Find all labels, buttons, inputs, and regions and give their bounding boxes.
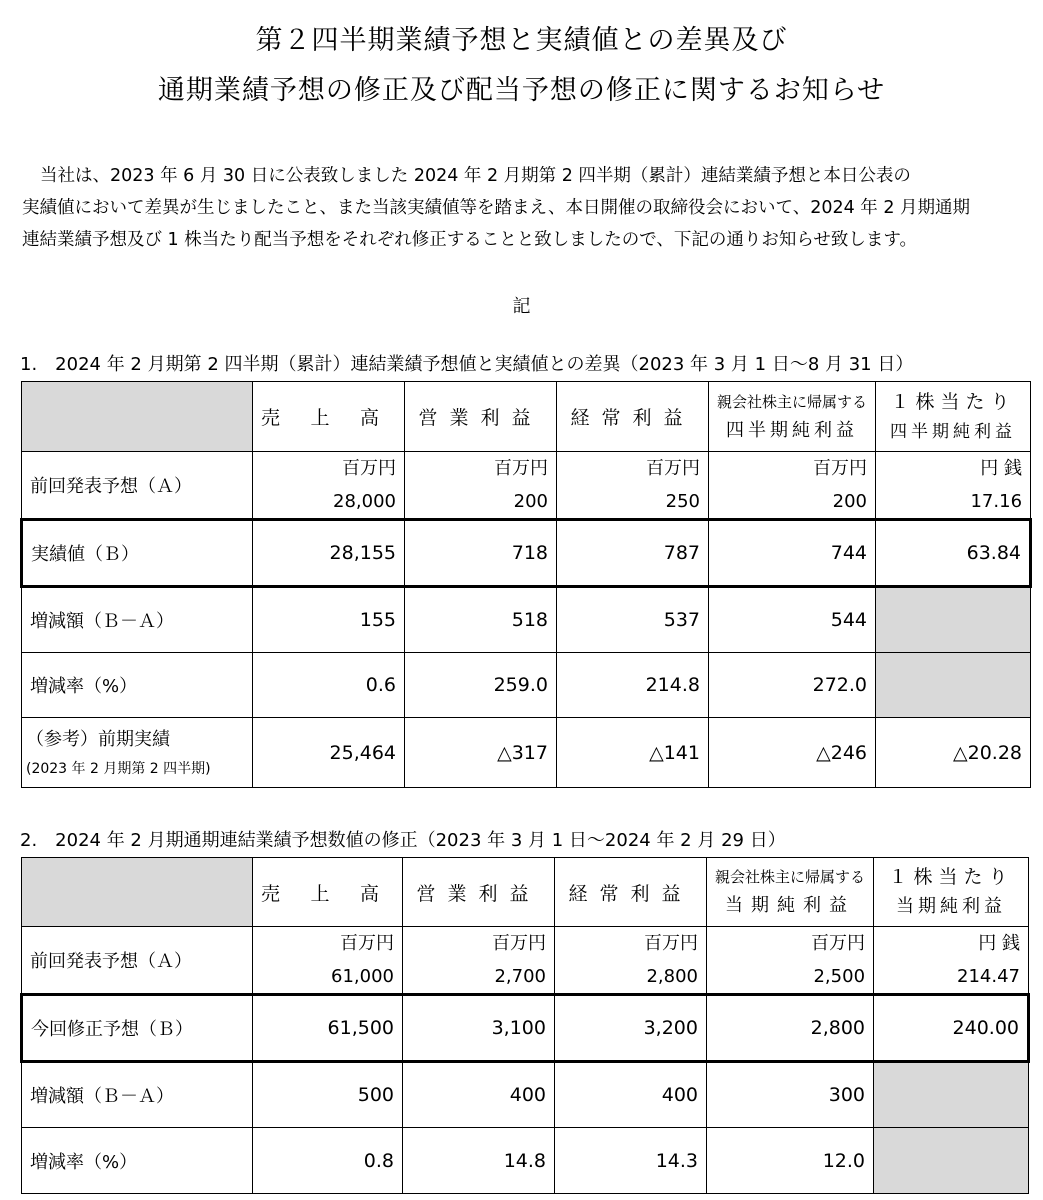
row-label: 増減額（Ｂ－Ａ） bbox=[22, 587, 253, 653]
header-row bbox=[22, 858, 1029, 927]
row-prior-year-reference bbox=[22, 718, 1031, 788]
cell-sales: 500 bbox=[253, 1062, 403, 1128]
cell-ordinary: 214.8 bbox=[557, 653, 709, 718]
cell-ordinary: △141 bbox=[557, 718, 709, 788]
cell-net: 272.0 bbox=[709, 653, 876, 718]
row-previous-forecast bbox=[22, 927, 1029, 995]
cell-eps-empty bbox=[876, 587, 1031, 653]
header-eps: １株当たり 当期純利益 bbox=[874, 858, 1029, 927]
cell-operating: 518 bbox=[405, 587, 557, 653]
cell-ordinary: 3,200 bbox=[555, 995, 707, 1062]
cell-eps: 240.00 bbox=[874, 995, 1029, 1062]
cell-net: 544 bbox=[709, 587, 876, 653]
cell-eps-empty bbox=[874, 1128, 1029, 1194]
header-net-profit: 親会社株主に帰属する 四半期純利益 bbox=[709, 382, 876, 452]
cell-operating: 259.0 bbox=[405, 653, 557, 718]
header-sales: 売 上 高 bbox=[253, 382, 405, 452]
row-rate bbox=[22, 653, 1031, 718]
page-title-line-2: 通期業績予想の修正及び配当予想の修正に関するお知らせ bbox=[157, 75, 886, 106]
cell-ordinary: 787 bbox=[557, 520, 709, 587]
row-previous-forecast bbox=[22, 452, 1031, 520]
cell-ordinary: 百万円 2,800 bbox=[555, 927, 707, 995]
cell-operating: 14.8 bbox=[403, 1128, 555, 1194]
cell-net: 300 bbox=[707, 1062, 874, 1128]
ki-heading: 記 bbox=[512, 296, 531, 317]
intro-paragraph bbox=[22, 160, 1032, 256]
cell-ordinary: 14.3 bbox=[555, 1128, 707, 1194]
row-label: 増減率（%） bbox=[22, 653, 253, 718]
cell-eps-empty bbox=[874, 1062, 1029, 1128]
row-rate bbox=[22, 1128, 1029, 1194]
row-label: 今回修正予想（Ｂ） bbox=[22, 995, 253, 1062]
cell-eps-empty bbox=[876, 653, 1031, 718]
cell-operating: 百万円 2,700 bbox=[403, 927, 555, 995]
row-label: （参考）前期実績 (2023 年 2 月期第 2 四半期) bbox=[22, 718, 253, 788]
cell-ordinary: 400 bbox=[555, 1062, 707, 1128]
cell-eps: 円 銭 214.47 bbox=[874, 927, 1029, 995]
cell-sales: 155 bbox=[253, 587, 405, 653]
cell-sales: 百万円 28,000 bbox=[253, 452, 405, 520]
row-revised-forecast bbox=[22, 995, 1029, 1062]
intro-line-2: 実績値において差異が生じましたこと、また当該実績値等を踏まえ、本日開催の取締役会において、2024 年 2 月期通期 bbox=[22, 198, 971, 218]
cell-sales: 0.8 bbox=[253, 1128, 403, 1194]
row-label: 実績値（Ｂ） bbox=[22, 520, 253, 587]
header-ordinary-profit: 経常利益 bbox=[555, 858, 707, 927]
cell-net: △246 bbox=[709, 718, 876, 788]
page-title-line-1: 第２四半期業績予想と実績値との差異及び bbox=[255, 25, 788, 56]
cell-operating: 718 bbox=[405, 520, 557, 587]
header-sales: 売 上 高 bbox=[253, 858, 403, 927]
intro-line-1: 当社は、2023 年 6 月 30 日に公表致しました 2024 年 2 月期第 2 四半期（累計）連結業績予想と本日公表の bbox=[40, 166, 911, 186]
header-operating-profit: 営業利益 bbox=[405, 382, 557, 452]
cell-net: 744 bbox=[709, 520, 876, 587]
cell-operating: 3,100 bbox=[403, 995, 555, 1062]
cell-sales: 0.6 bbox=[253, 653, 405, 718]
row-label: 前回発表予想（Ａ） bbox=[22, 452, 253, 520]
section-1-title: 1. 2024 年 2 月期第 2 四半期（累計）連結業績予想値と実績値との差異（2023 年 3 月 1 日～8 月 31 日） bbox=[20, 354, 914, 375]
header-operating-profit: 営業利益 bbox=[403, 858, 555, 927]
cell-sales: 28,155 bbox=[253, 520, 405, 587]
cell-net: 2,800 bbox=[707, 995, 874, 1062]
cell-net: 百万円 2,500 bbox=[707, 927, 874, 995]
row-actual bbox=[22, 520, 1031, 587]
cell-operating: △317 bbox=[405, 718, 557, 788]
cell-sales: 百万円 61,000 bbox=[253, 927, 403, 995]
row-difference bbox=[22, 587, 1031, 653]
cell-sales: 25,464 bbox=[253, 718, 405, 788]
header-corner-cell bbox=[22, 382, 253, 452]
row-label: 増減額（Ｂ－Ａ） bbox=[22, 1062, 253, 1128]
section-2-title: 2. 2024 年 2 月期通期連結業績予想数値の修正（2023 年 3 月 1 日～2024 年 2 月 29 日） bbox=[20, 830, 786, 851]
cell-net: 百万円 200 bbox=[709, 452, 876, 520]
cell-sales: 61,500 bbox=[253, 995, 403, 1062]
cell-eps: 63.84 bbox=[876, 520, 1031, 587]
header-row bbox=[22, 382, 1031, 452]
row-label: 増減率（%） bbox=[22, 1128, 253, 1194]
forecast-vs-actual-table bbox=[20, 381, 1032, 788]
row-label: 前回発表予想（Ａ） bbox=[22, 927, 253, 995]
row-difference bbox=[22, 1062, 1029, 1128]
header-eps: １株当たり 四半期純利益 bbox=[876, 382, 1031, 452]
header-ordinary-profit: 経常利益 bbox=[557, 382, 709, 452]
cell-ordinary: 百万円 250 bbox=[557, 452, 709, 520]
header-net-profit: 親会社株主に帰属する 当期純利益 bbox=[707, 858, 874, 927]
cell-eps: 円 銭 17.16 bbox=[876, 452, 1031, 520]
intro-line-3: 連結業績予想及び 1 株当たり配当予想をそれぞれ修正することと致しましたので、下記の通りお知らせ致します。 bbox=[22, 230, 917, 250]
header-corner-cell bbox=[22, 858, 253, 927]
full-year-forecast-revision-table bbox=[20, 857, 1030, 1194]
cell-net: 12.0 bbox=[707, 1128, 874, 1194]
cell-ordinary: 537 bbox=[557, 587, 709, 653]
cell-operating: 百万円 200 bbox=[405, 452, 557, 520]
cell-eps: △20.28 bbox=[876, 718, 1031, 788]
cell-operating: 400 bbox=[403, 1062, 555, 1128]
